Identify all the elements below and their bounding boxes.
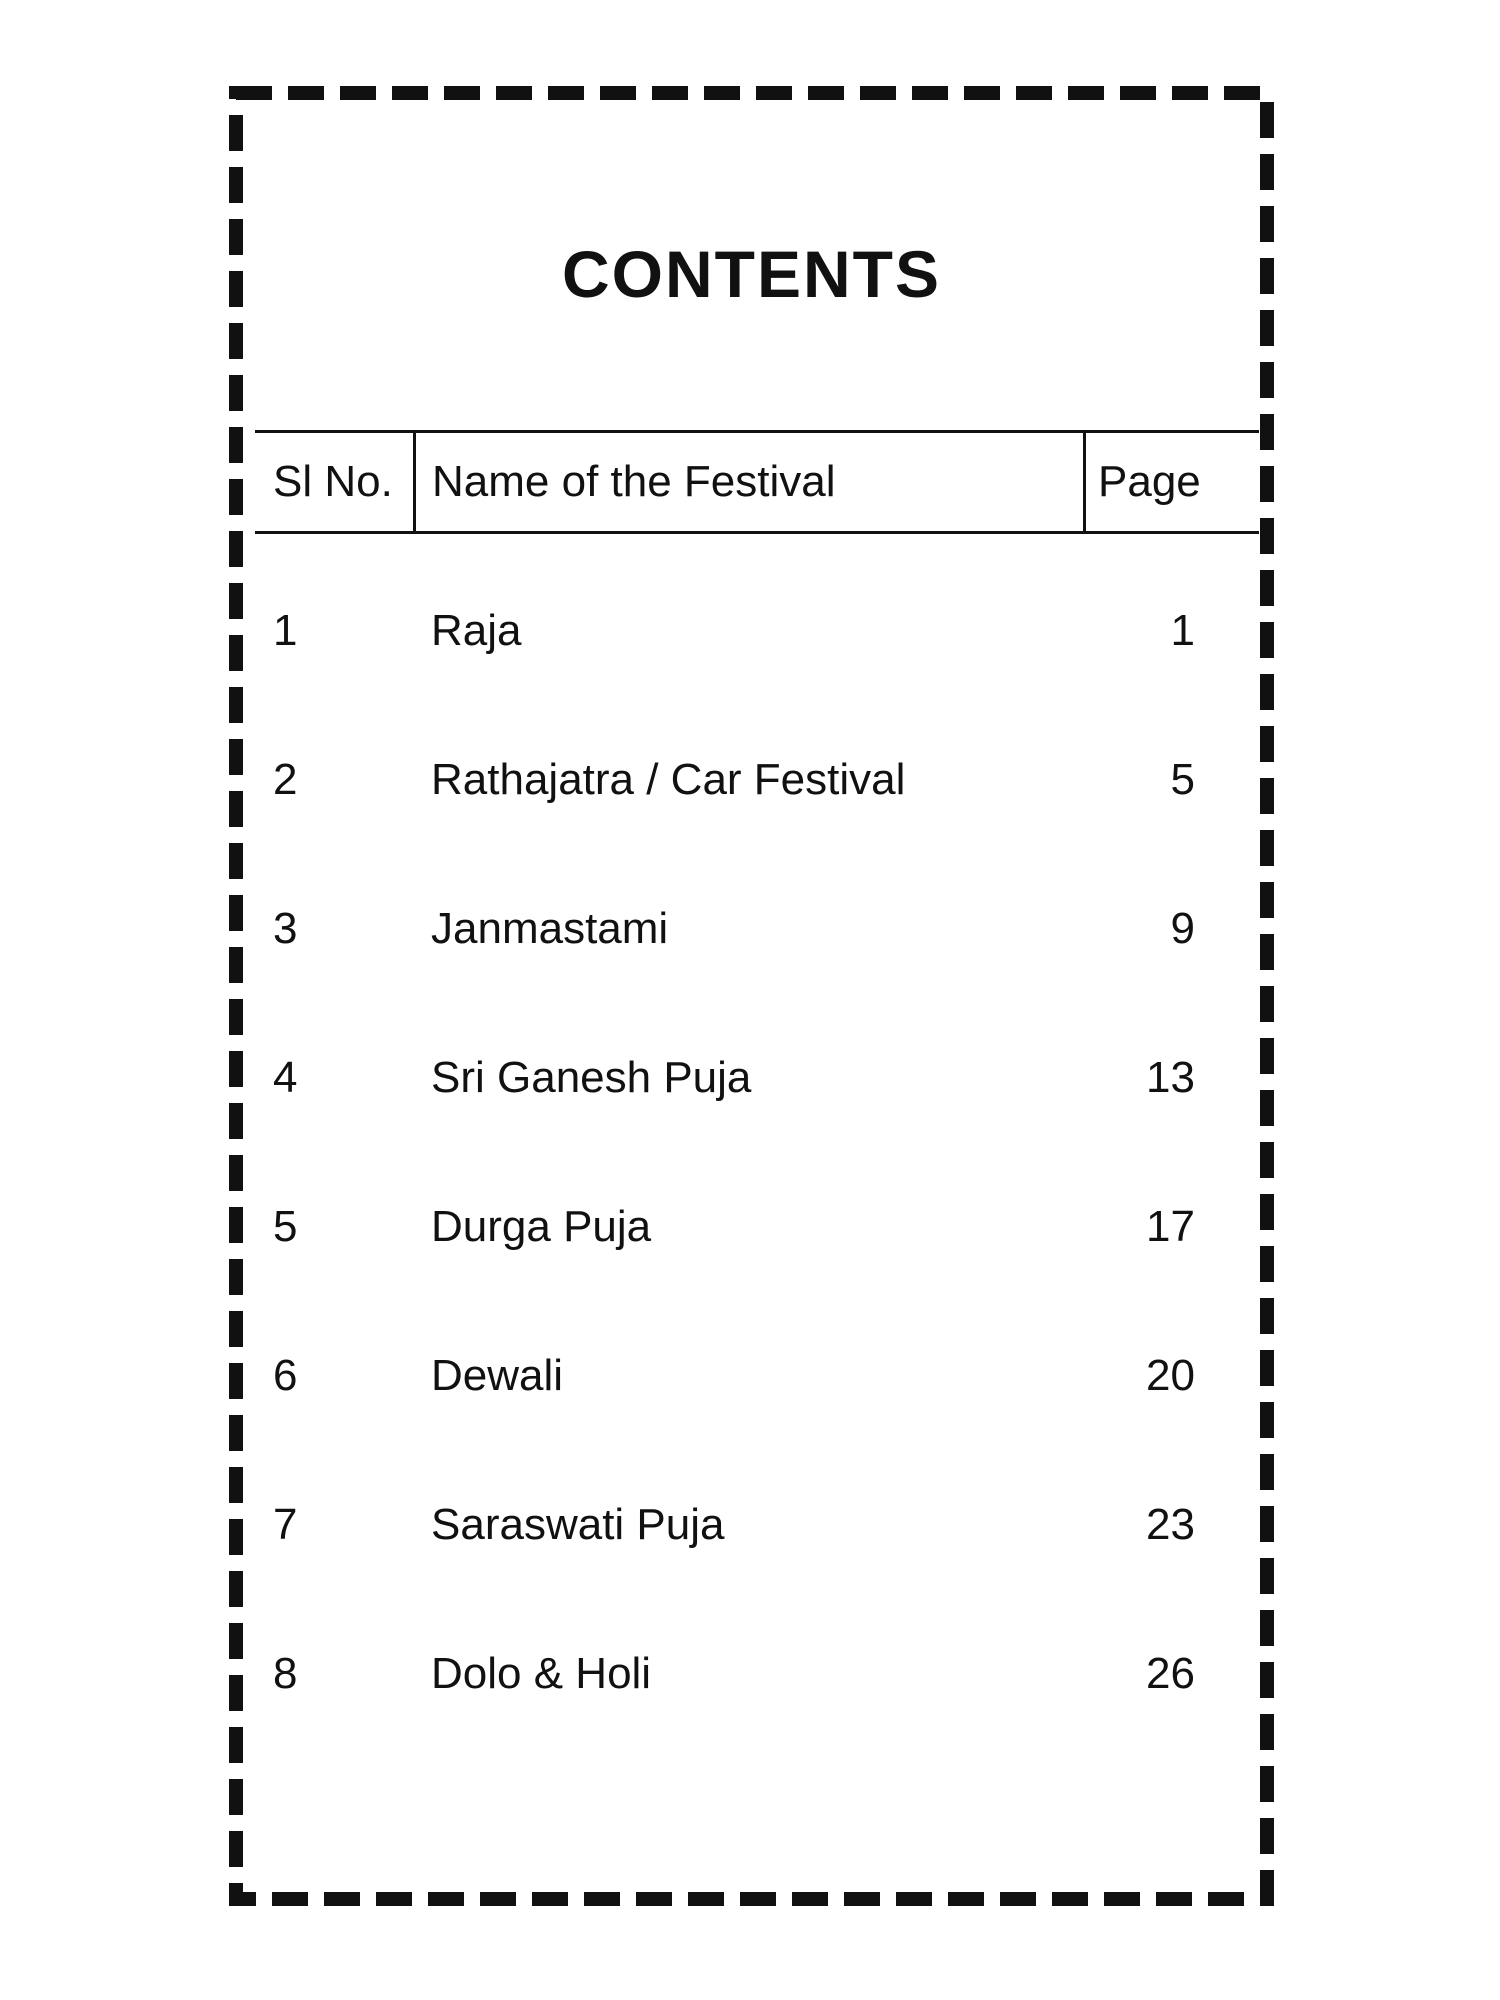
row-page-number: 26 <box>1146 1649 1195 1698</box>
table-row <box>255 1474 1259 1623</box>
row-festival-name: Saraswati Puja <box>431 1500 725 1549</box>
header-page: Page <box>1083 433 1259 531</box>
table-body <box>255 580 1259 1772</box>
row-sl-no: 3 <box>273 904 298 953</box>
row-sl-no: 6 <box>273 1351 298 1400</box>
contents-table <box>255 430 1259 1772</box>
table-row <box>255 1027 1259 1176</box>
row-page-number: 20 <box>1146 1351 1195 1400</box>
row-page-number: 13 <box>1146 1053 1195 1102</box>
contents-frame <box>229 86 1274 1906</box>
row-sl-no: 2 <box>273 755 298 804</box>
row-page-number: 17 <box>1146 1202 1195 1251</box>
table-row <box>255 729 1259 878</box>
table-row <box>255 1176 1259 1325</box>
row-festival-name: Dolo & Holi <box>431 1649 652 1698</box>
row-sl-no: 5 <box>273 1202 298 1251</box>
header-sl-no: Sl No. <box>273 457 393 506</box>
row-festival-name: Rathajatra / Car Festival <box>431 755 906 804</box>
row-festival-name: Janmastami <box>431 904 669 953</box>
row-sl-no: 1 <box>273 606 298 655</box>
row-festival-name: Dewali <box>431 1351 564 1400</box>
row-festival-name: Sri Ganesh Puja <box>431 1053 752 1102</box>
row-page-number: 23 <box>1146 1500 1195 1549</box>
row-page-number: 9 <box>1170 904 1195 953</box>
header-festival-name: Name of the Festival <box>413 433 1083 531</box>
row-sl-no: 8 <box>273 1649 298 1698</box>
table-row <box>255 580 1259 729</box>
row-sl-no: 7 <box>273 1500 298 1549</box>
row-page-number: 5 <box>1170 755 1195 804</box>
table-row <box>255 878 1259 1027</box>
row-festival-name: Durga Puja <box>431 1202 652 1251</box>
page-title: CONTENTS <box>562 237 941 311</box>
row-page-number: 1 <box>1170 606 1195 655</box>
table-row <box>255 1623 1259 1772</box>
row-festival-name: Raja <box>431 606 522 655</box>
table-row <box>255 1325 1259 1474</box>
table-header <box>255 430 1259 534</box>
row-sl-no: 4 <box>273 1053 298 1102</box>
